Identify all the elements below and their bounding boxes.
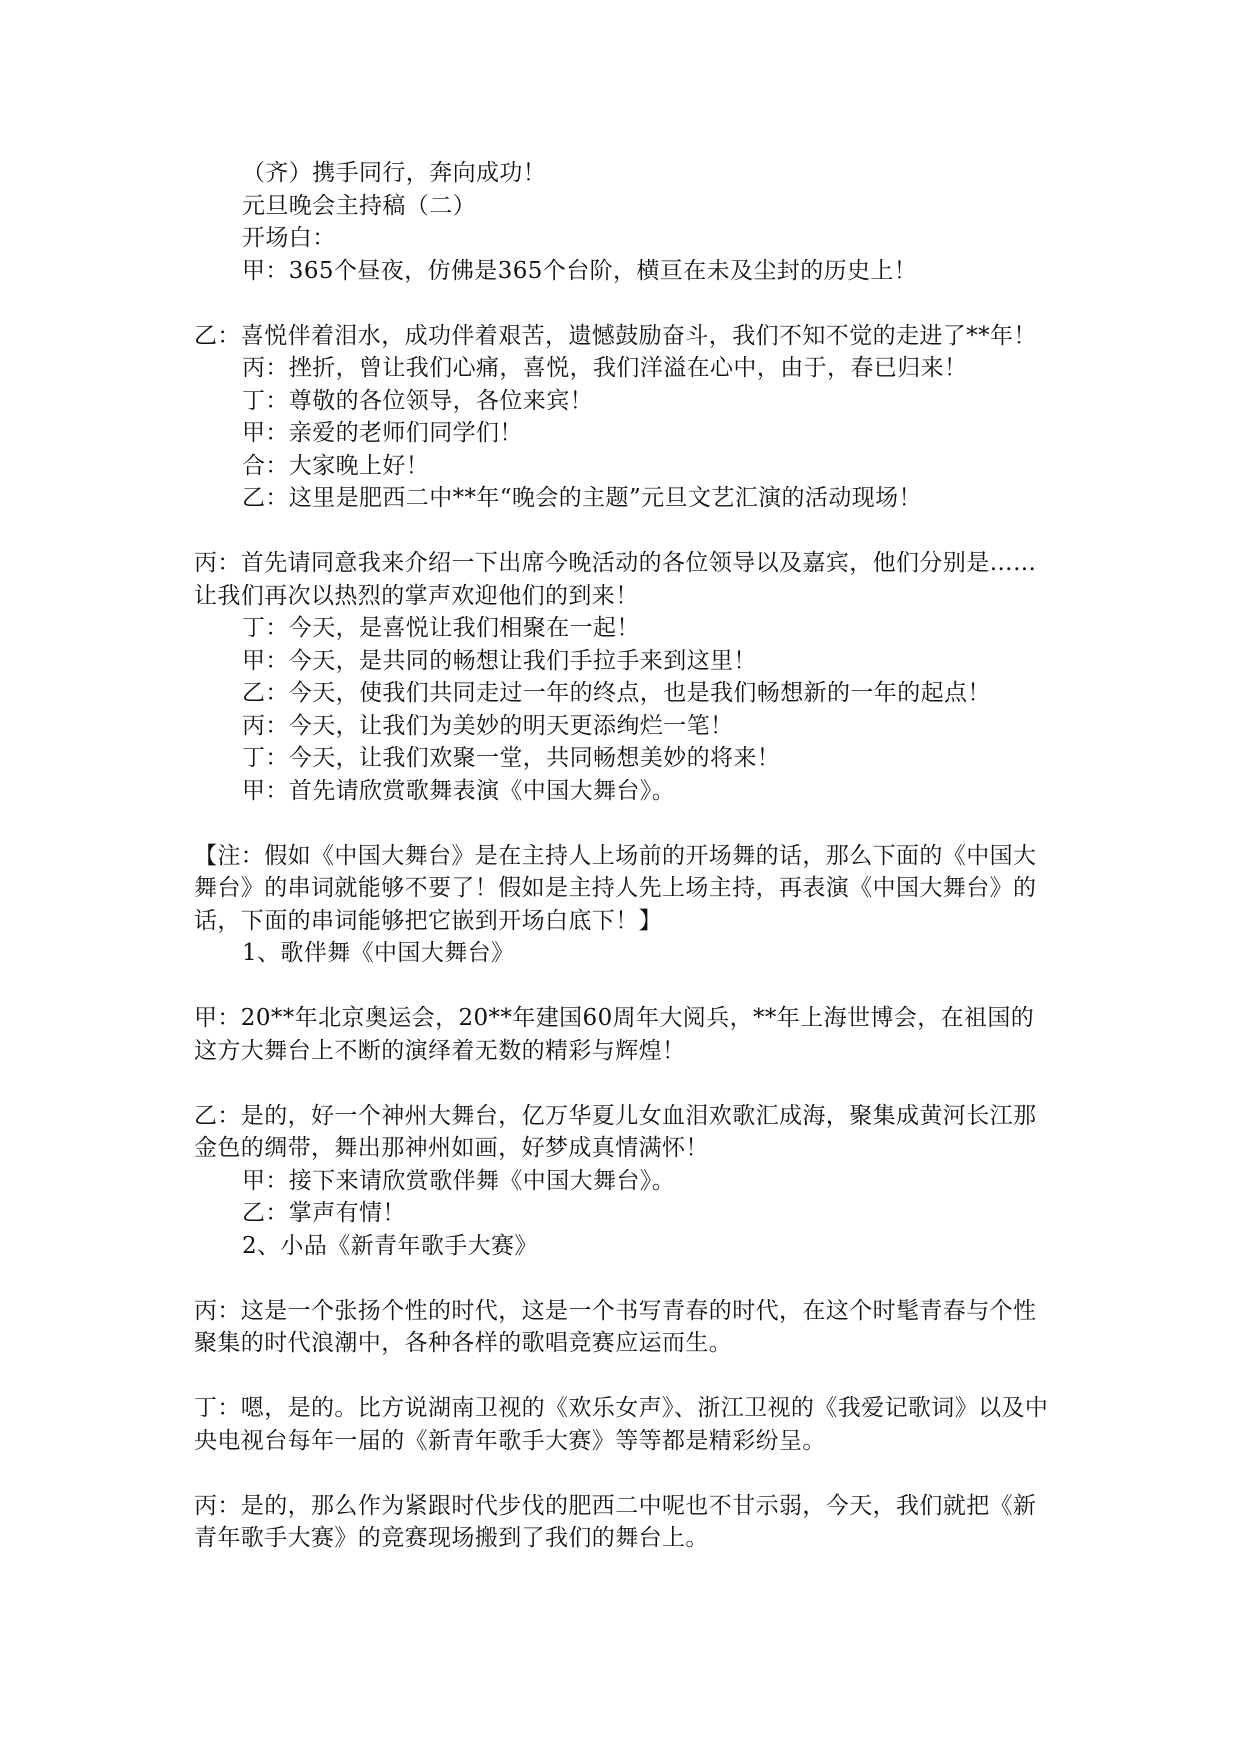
paragraph: 乙：是的，好一个神州大舞台，亿万华夏儿女血泪欢歌汇成海，聚集成黄河长江那金色的绸带，舞出那神州如画，好梦成真情满怀！ bbox=[194, 1102, 1037, 1161]
paragraph: 甲：亲爱的老师们同学们！ bbox=[242, 420, 523, 446]
paragraph: 丙：今天，让我们为美妙的明天更添绚烂一笔！ bbox=[242, 712, 734, 739]
paragraph: 乙：今天，使我们共同走过一年的终点，也是我们畅想新的一年的起点！ bbox=[242, 680, 991, 706]
paragraph: 丁：嗯，是的。比方说湖南卫视的《欢乐女声》、浙江卫视的《我爱记歌词》以及中央电视台每年一届的《新青年歌手大赛》等等都是精彩纷呈。 bbox=[194, 1395, 1049, 1454]
paragraph: 甲：首先请欣赏歌舞表演《中国大舞台》。 bbox=[242, 777, 676, 804]
paragraph: 甲：今天，是共同的畅想让我们手拉手来到这里！ bbox=[242, 647, 757, 674]
paragraph: 丙：这是一个张扬个性的时代，这是一个书写青春的时代，在这个时髦青春与个性聚集的时代浪潮中，各种各样的歌唱竞赛应运而生。 bbox=[194, 1297, 1037, 1356]
paragraph-opening-label: 开场白： bbox=[242, 225, 336, 251]
paragraph-closing-line: （齐）携手同行，奔向成功！ bbox=[242, 160, 547, 186]
paragraph: 丙：挫折，曾让我们心痛，喜悦，我们洋溢在心中，由于，春已归来！ bbox=[242, 355, 968, 381]
paragraph: 丁：今天，是喜悦让我们相聚在一起！ bbox=[242, 615, 640, 641]
paragraph: 丙：首先请同意我来介绍一下出席今晚活动的各位领导以及嘉宾，他们分别是……让我们再次以热烈的掌声欢迎他们的到来！ bbox=[194, 550, 1037, 609]
paragraph: 乙：喜悦伴着泪水，成功伴着艰苦，遗憾鼓励奋斗，我们不知不觉的走进了**年！ bbox=[194, 322, 1037, 349]
paragraph: 乙：这里是肥西二中**年“晚会的主题”元旦文艺汇演的活动现场！ bbox=[242, 485, 922, 511]
paragraph: 丁：今天，让我们欢聚一堂，共同畅想美妙的将来！ bbox=[242, 745, 781, 771]
section-title: 元旦晚会主持稿（二） bbox=[242, 192, 476, 219]
paragraph: 丙：是的，那么作为紧跟时代步伐的肥西二中呢也不甘示弱，今天，我们就把《新青年歌手大赛》的竞赛现场搬到了我们的舞台上。 bbox=[194, 1492, 1037, 1551]
note-paragraph: 【注：假如《中国大舞台》是在主持人上场前的开场舞的话，那么下面的《中国大舞台》的串词就能够不要了！假如是主持人先上场主持，再表演《中国大舞台》的话，下面的串词能够把它嵌到开场白底下！】 bbox=[194, 842, 1037, 934]
paragraph: 乙：掌声有情！ bbox=[242, 1200, 406, 1226]
paragraph: 甲：20**年北京奥运会，20**年建国60周年大阅兵，**年上海世博会，在祖国的这方大舞台上不断的演绎着无数的精彩与辉煌！ bbox=[194, 1005, 1035, 1064]
document-body bbox=[194, 157, 1049, 1555]
paragraph: 甲：365个昼夜，仿佛是365个台阶，横亘在未及尘封的历史上！ bbox=[242, 257, 918, 284]
paragraph: 甲：接下来请欣赏歌伴舞《中国大舞台》。 bbox=[242, 1167, 676, 1194]
paragraph: 合：大家晚上好！ bbox=[242, 452, 430, 479]
program-item-heading: 2、小品《新青年歌手大赛》 bbox=[242, 1232, 538, 1259]
paragraph: 丁：尊敬的各位领导，各位来宾！ bbox=[242, 387, 593, 414]
program-item-heading: 1、歌伴舞《中国大舞台》 bbox=[242, 940, 515, 966]
